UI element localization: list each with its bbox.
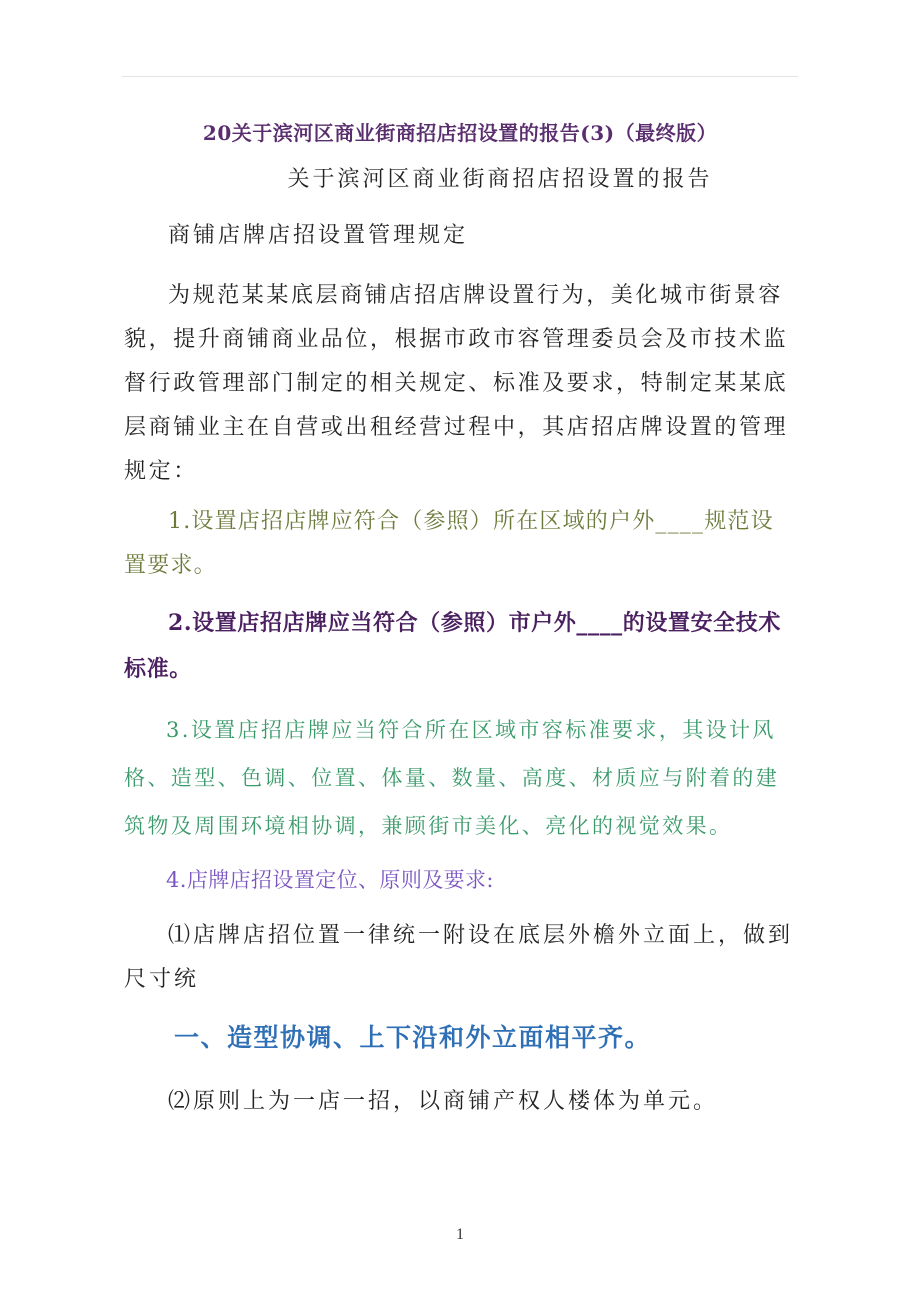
header-divider <box>122 76 798 77</box>
regulation-heading: 商铺店牌店招设置管理规定 <box>168 223 469 248</box>
item-3-paragraph: 3.设置店招店牌应当符合所在区域市容标准要求，其设计风格、造型、色调、位置、体量、数量、高度、材质应与附着的建筑物及周围环境相协调，兼顾街市美化、亮化的视觉效果。 <box>124 718 780 838</box>
section-heading: 一、造型协调、上下沿和外立面相平齐。 <box>174 1023 652 1052</box>
item-1-paragraph: 1.设置店招店牌应符合（参照）所在区域的户外____规范设置要求。 <box>124 509 774 578</box>
intro-paragraph: 为规范某某底层商铺店招店牌设置行为，美化城市街景容貌，提升商铺商业品位，根据市政市容管理委员会及市技术监督行政管理部门制定的相关规定、标准及要求，特制定某某底层商铺业主在自营或出租经营过程中，其店招店牌设置的管理规定： <box>124 283 789 484</box>
item-2-paragraph: 2.设置店招店牌应当符合（参照）市户外____的设置安全技术标准。 <box>124 610 781 682</box>
document-subtitle: 关于滨河区商业街商招店招设置的报告 <box>287 167 713 192</box>
sub-item-1-paragraph: ⑴店牌店招位置一律统一附设在底层外檐外立面上，做到尺寸统 <box>124 923 794 992</box>
sub-item-2-paragraph: ⑵原则上为一店一招，以商铺产权人楼体为单元。 <box>168 1089 719 1114</box>
item-4-paragraph: 4.店牌店招设置定位、原则及要求: <box>166 868 494 892</box>
document-title: 20关于滨河区商业街商招店招设置的报告(3)（最终版） <box>202 121 718 145</box>
page-number: 1 <box>456 1226 464 1243</box>
